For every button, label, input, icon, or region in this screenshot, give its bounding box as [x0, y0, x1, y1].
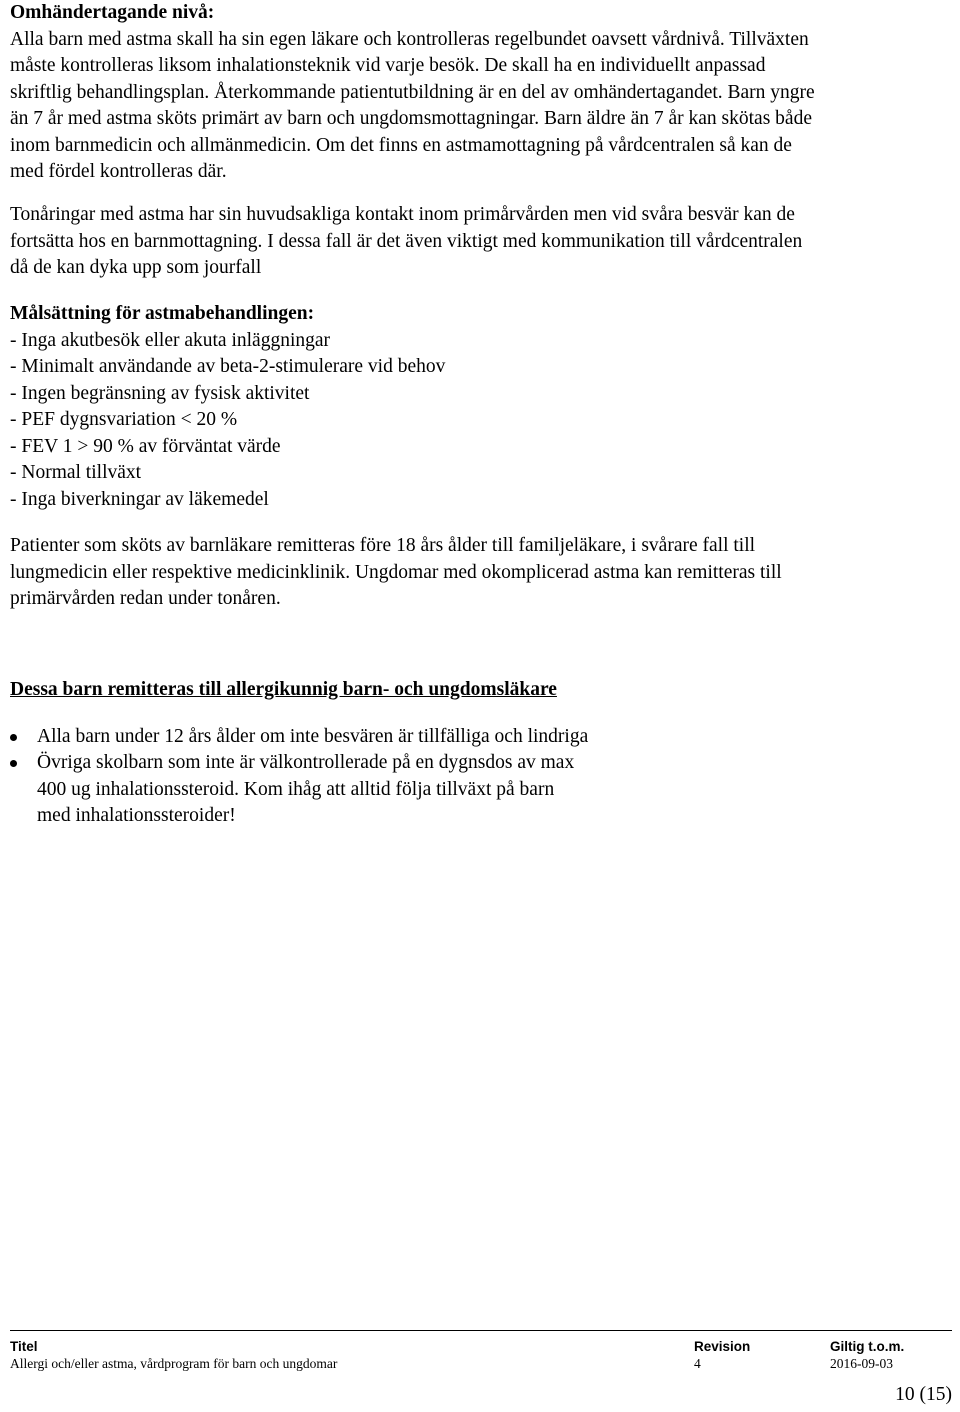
- section-referral: [10, 533, 952, 613]
- list-item: - Ingen begränsning av fysisk aktivitet: [10, 382, 310, 404]
- bullet-item: [10, 724, 952, 751]
- footer-valid-col: [830, 1338, 904, 1372]
- list-item: - Normal tillväxt: [10, 462, 142, 483]
- text-line: än 7 år med astma sköts primärt av barn och ungdomsmottagningar. Barn äldre än 7 år kan skötas både: [10, 108, 812, 129]
- text-line: primärvården redan under tonåren.: [10, 588, 281, 609]
- footer-revision-value: 4: [694, 1356, 701, 1371]
- referral-paragraph: [10, 533, 952, 613]
- text-line: Patienter som sköts av barnläkare remitteras före 18 års ålder till familjeläkare, i svårare fall till: [10, 535, 756, 556]
- footer-revision-col: [694, 1338, 750, 1372]
- footer-title-col: [10, 1338, 337, 1372]
- footer-revision-label: Revision: [694, 1339, 751, 1354]
- care-level-paragraph: [10, 27, 952, 186]
- text-line: inom barnmedicin och allmänmedicin. Om det finns en astmamottagning på vårdcentralen så kan de: [10, 134, 792, 156]
- text-line: med inhalationssteroider!: [37, 805, 236, 826]
- bullet-icon: [10, 760, 17, 767]
- care-level-heading: Omhändertagande nivå:: [10, 2, 215, 23]
- section-allergy-referral: [10, 677, 952, 830]
- text-line: måste kontrolleras liksom inhalationsteknik vid varje besök. De skall ha en individuellt anpassad: [10, 55, 766, 76]
- bullet-item: [10, 750, 952, 830]
- list-item: - Inga akutbesök eller akuta inläggningar: [10, 329, 331, 351]
- section-treatment-goals: [10, 301, 952, 513]
- list-item: - FEV 1 > 90 % av förväntat värde: [10, 435, 281, 457]
- text-line: då de kan dyka upp som jourfall: [10, 257, 262, 278]
- footer-title-value: Allergi och/eller astma, vårdprogram för barn och ungdomar: [10, 1356, 338, 1371]
- teenagers-paragraph: [10, 202, 952, 282]
- text-line: Tonåringar med astma har sin huvudsakliga kontakt inom primårvården men vid svåra besvär kan de: [10, 204, 795, 225]
- text-line: Alla barn med astma skall ha sin egen läkare och kontrolleras regelbundet oavsett vårdnivå. Tillväxten: [10, 28, 809, 50]
- treatment-goals-heading: Målsättning för astmabehandlingen:: [10, 303, 315, 324]
- page-number: 10 (15): [895, 1384, 952, 1405]
- list-item: - Minimalt användande av beta-2-stimulerare vid behov: [10, 356, 446, 377]
- footer-title-label: Titel: [10, 1339, 38, 1354]
- section-care-level: [10, 0, 952, 186]
- text-line: lungmedicin eller respektive medicinklinik. Ungdomar med okomplicerad astma kan remitteras till: [10, 561, 782, 583]
- allergy-referral-heading: Dessa barn remitteras till allergikunnig barn- och ungdomsläkare: [10, 679, 557, 700]
- footer-divider: [10, 1330, 952, 1331]
- text-line: skriftlig behandlingsplan. Återkommande patientutbildning är en del av omhändertagandet. Barn yngre: [10, 81, 815, 103]
- list-item: - PEF dygnsvariation < 20 %: [10, 409, 238, 430]
- text-line: fortsätta hos en barnmottagning. I dessa fall är det även viktigt med kommunikation till vårdcentralen: [10, 230, 803, 252]
- section-teenagers: [10, 202, 952, 282]
- text-line: med fördel kontrolleras där.: [10, 161, 227, 182]
- text-line: 400 ug inhalationssteroid. Kom ihåg att alltid följa tillväxt på barn: [37, 778, 555, 800]
- treatment-goals-list: [10, 328, 952, 514]
- list-item: - Inga biverkningar av läkemedel: [10, 488, 269, 510]
- allergy-referral-list: [10, 724, 952, 830]
- bullet-icon: [10, 734, 17, 741]
- text-line: Alla barn under 12 års ålder om inte besvären är tillfälliga och lindriga: [37, 725, 589, 747]
- footer-valid-label: Giltig t.o.m.: [830, 1339, 905, 1354]
- footer-valid-value: 2016-09-03: [830, 1356, 893, 1371]
- text-line: Övriga skolbarn som inte är välkontrollerade på en dygnsdos av max: [37, 752, 575, 773]
